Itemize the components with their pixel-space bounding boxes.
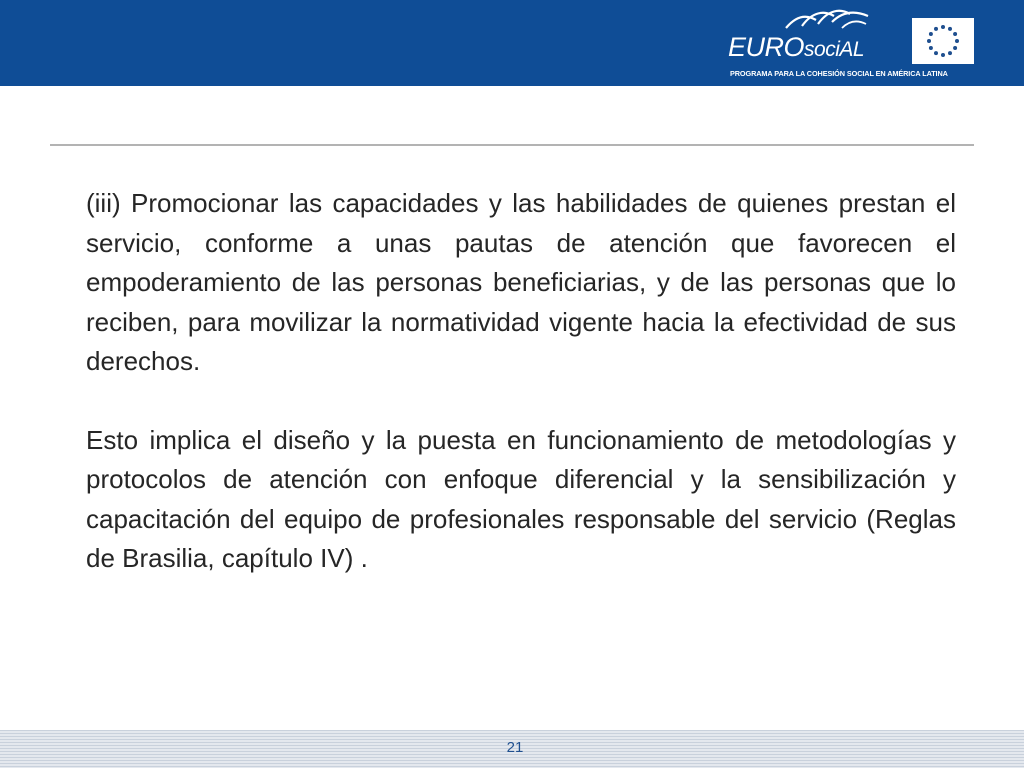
header-bar: [0, 0, 1024, 86]
body-paragraph-2: Esto implica el diseño y la puesta en funcionamiento de metodologías y protocolos de atención con enfoque diferencial y la sensibilización y capacitación del equipo de profesionales responsable del servicio (Reglas de Brasilia, capítulo IV) .: [86, 424, 956, 573]
page-number: 21: [506, 739, 524, 756]
eurosocial-logo: [724, 4, 994, 82]
title-divider: [50, 144, 974, 146]
logo-tagline: PROGRAMA PARA LA COHESIÓN SOCIAL EN AMÉRICA LATINA: [730, 69, 948, 78]
logo-wordmark-small: sociAL: [804, 38, 865, 61]
eu-flag-icon: [912, 18, 974, 64]
body-paragraph-1: (iii) Promocionar las capacidades y las habilidades de quienes prestan el servicio, conforme a unas pautas de atención que favorecen el empoderamiento de las personas beneficiarias, y de las personas que lo reciben, para movilizar la normatividad vigente hacia la efectividad de sus derechos.: [86, 188, 956, 376]
birds-icon: [782, 6, 872, 32]
slide-body: [86, 184, 956, 579]
logo-wordmark-main: EURO: [728, 32, 805, 62]
logo-wordmark: [728, 32, 864, 65]
